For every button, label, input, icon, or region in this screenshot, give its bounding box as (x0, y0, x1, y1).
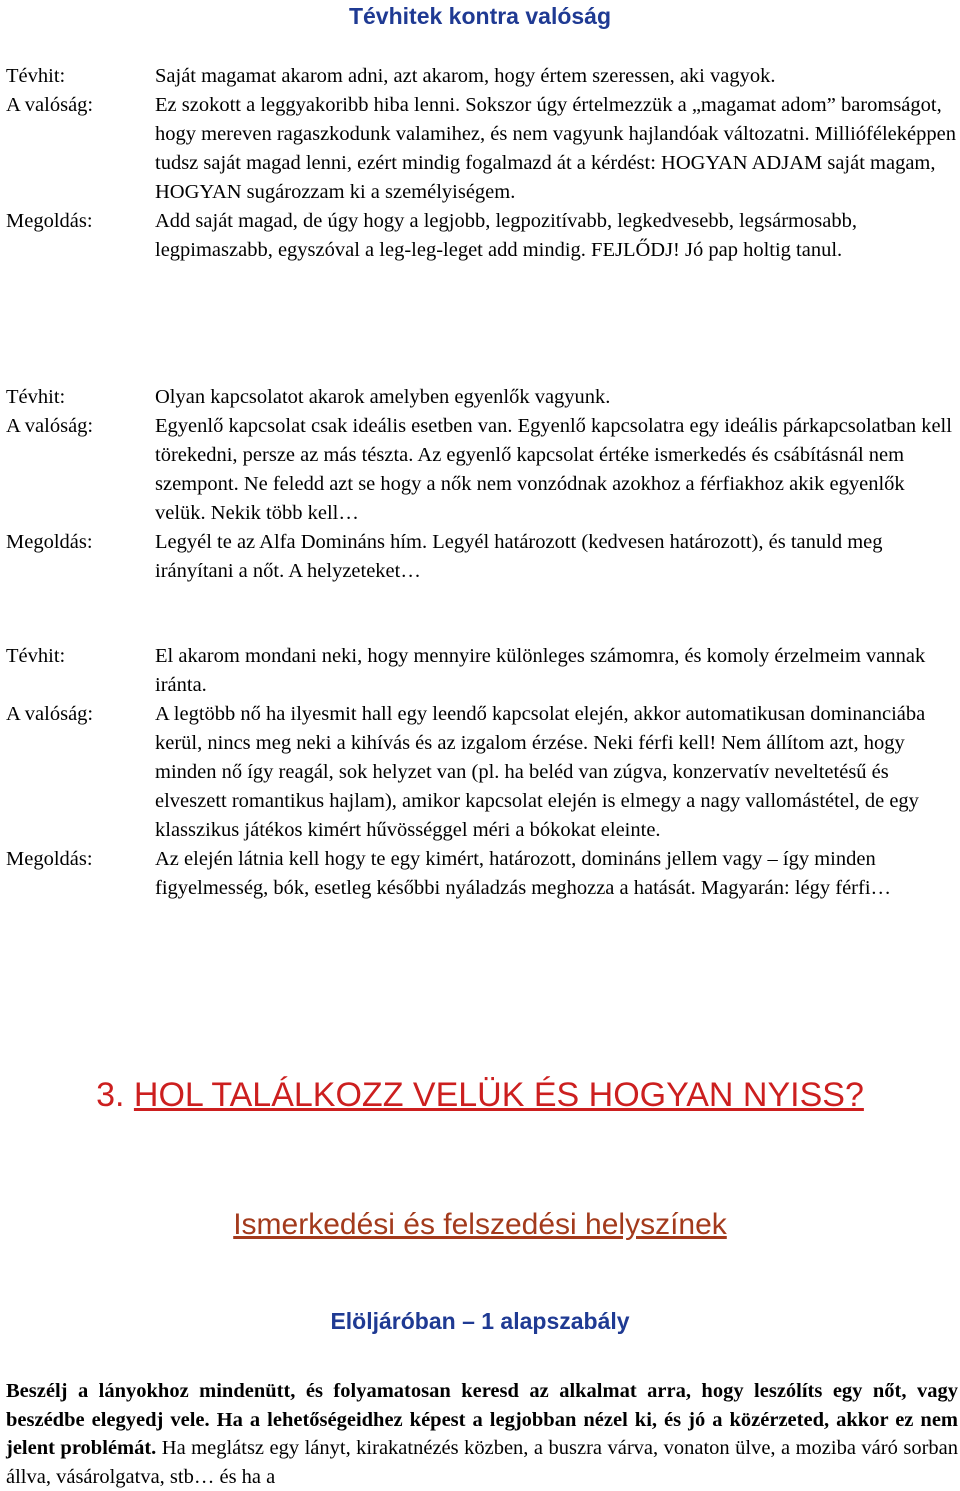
reality-row (6, 91, 960, 207)
solution-row (6, 207, 960, 265)
myth-text: Saját magamat akarom adni, azt akarom, hogy értem szeressen, aki vagyok. (155, 65, 776, 87)
myth-label: Tévhit: (6, 65, 66, 87)
reality-text: Egyenlő kapcsolat csak ideális esetben van. Egyenlő kapcsolatra egy ideális párkapcsolatban kell törekedni, persze az más tészta. Az egyenlő kapcsolat értéke ismerkedés és csábításnál nem szempont. Ne feledd azt se hogy a nők nem vonzódnak azokhoz a férfiakhoz akik egyenlők velük. Nekik több kell… (155, 415, 952, 524)
reality-label: A valóság: (6, 703, 94, 725)
myth-block-2 (6, 383, 960, 586)
myth-row (6, 642, 960, 700)
myth-label: Tévhit: (6, 645, 66, 667)
reality-text: A legtöbb nő ha ilyesmit hall egy leendő kapcsolat elején, akkor automatikusan dominanciába kerül, nincs meg neki a kihívás és az izgalom érzése. Neki férfi kell! Nem állítom azt, hogy minden nő így reagál, sok helyzet van (pl. ha beléd van zúgva, konzervatív neveltetésű és elveszett romantikus hajlam), amikor kapcsolat elején is elmegy a nagy vallomástétel, de egy klasszikus játékos kimért hűvösséggel méri a bókokat eleinte. (155, 703, 926, 841)
myth-text: El akarom mondani neki, hogy mennyire különleges számomra, és komoly érzelmeim vannak iránta. (155, 645, 926, 696)
page-title: Tévhitek kontra valóság (348, 3, 612, 29)
myth-text: Olyan kapcsolatot akarok amelyben egyenlők vagyunk. (155, 386, 611, 408)
reality-label: A valóság: (6, 415, 94, 437)
myth-row (6, 383, 960, 412)
solution-row (6, 845, 960, 903)
chapter-number: 3. (96, 1076, 125, 1114)
reality-row (6, 412, 960, 528)
solution-text: Add saját magad, de úgy hogy a legjobb, legpozitívabb, legkedvesebb, legsármosabb, legpimaszabb, egyszóval a leg-leg-leget add mindig. FEJLŐDJ! Jó pap holtig tanul. (155, 210, 857, 261)
solution-row (6, 528, 960, 586)
solution-text: Az elején látnia kell hogy te egy kimért, határozott, domináns jellem vagy – így minden figyelmesség, bók, esetleg későbbi nyáladzás meghozza a hatását. Magyarán: légy férfi… (155, 848, 892, 899)
myth-row (6, 62, 960, 91)
body-paragraph (6, 1377, 958, 1491)
body-bold-sentence-1: Beszélj a lányokhoz mindenütt, és folyamatosan keresd az alkalmat arra, hogy leszólíts egy nőt, vagy beszédbe elegyedj vele. (6, 1380, 958, 1431)
reality-label: A valóság: (6, 94, 94, 116)
reality-text: Ez szokott a leggyakoribb hiba lenni. Sokszor úgy értelmezzük a „magamat adom” baromságot, hogy mereven ragaszkodunk valamihez, és nem vagyunk hajlandóak változatni. Millióféleképpen tudsz saját magad lenni, ezért mindig fogalmazd át a kérdést: HOGYAN ADJAM saját magam, HOGYAN sugározzam ki a személyiségem. (155, 94, 956, 203)
myth-block-1 (6, 62, 960, 265)
reality-row (6, 700, 960, 845)
myth-block-3 (6, 642, 960, 903)
solution-label: Megoldás: (6, 210, 93, 232)
section-heading: Ismerkedési és felszedési helyszínek (233, 1208, 727, 1241)
chapter-title: HOL TALÁLKOZZ VELÜK ÉS HOGYAN NYISS? (133, 1076, 864, 1114)
body-text: Ha meglátsz egy lányt, kirakatnézés közben, a buszra várva, vonaton ülve, a moziba váró sorban állva, vásárolgatva, stb… és ha a (6, 1437, 958, 1488)
myth-label: Tévhit: (6, 386, 66, 408)
solution-label: Megoldás: (6, 531, 93, 553)
solution-text: Legyél te az Alfa Domináns hím. Legyél határozott (kedvesen határozott), és tanuld meg irányítani a nőt. A helyzeteket… (155, 531, 883, 582)
subsection-heading: Elöljáróban – 1 alapszabály (330, 1308, 630, 1334)
chapter-heading (0, 1073, 960, 1117)
body-bold-sentence-2: Ha a lehetőségeidhez képest a legjobban nézel ki, és jó a közérzeted, akkor ez nem jelent problémát. (6, 1408, 958, 1459)
solution-label: Megoldás: (6, 848, 93, 870)
